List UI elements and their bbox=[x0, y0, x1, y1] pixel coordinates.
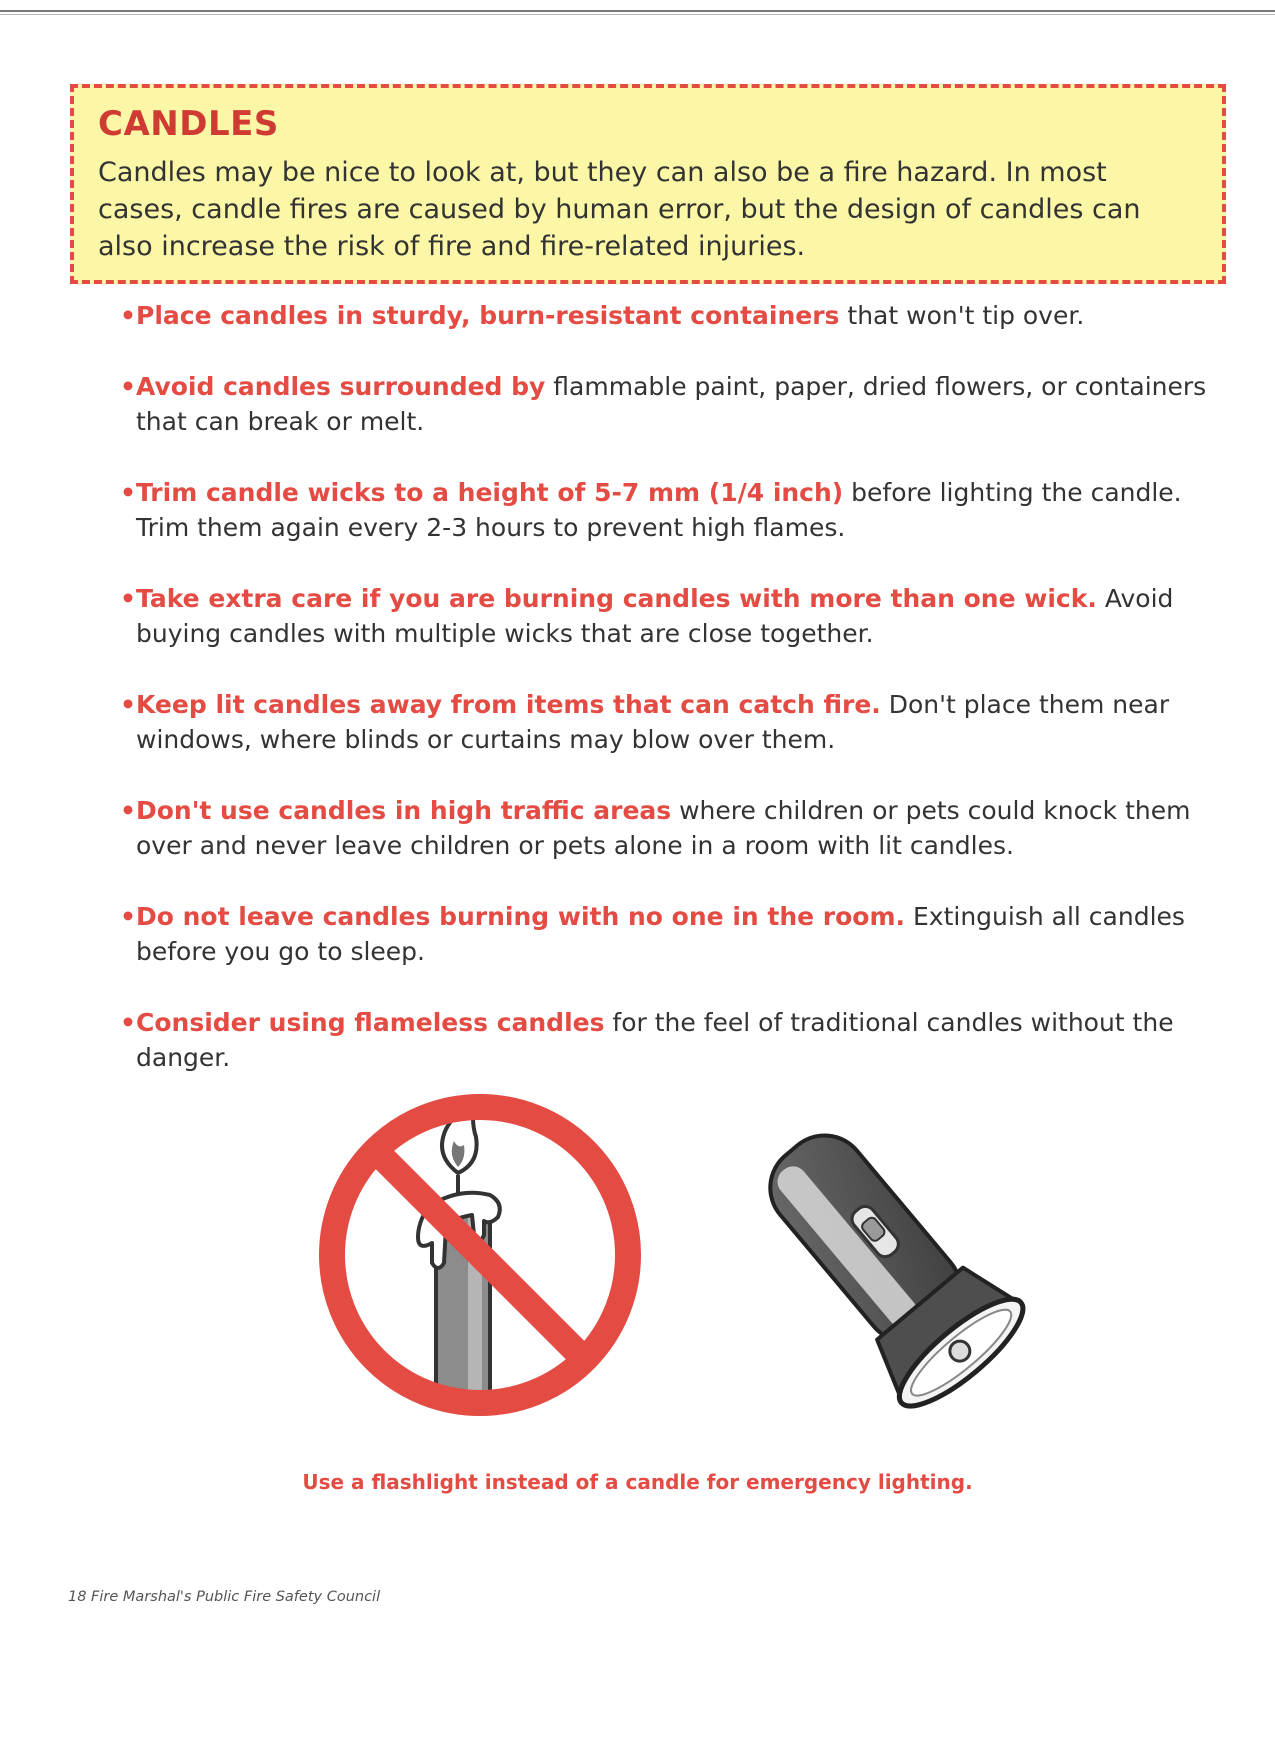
tip-item bbox=[120, 1005, 1230, 1075]
bullet-icon: • bbox=[120, 478, 136, 507]
bullet-icon: • bbox=[120, 301, 136, 330]
tip-lead: Trim candle wicks to a height of 5-7 mm (1/4 inch) bbox=[136, 478, 844, 507]
tip-text: where children or pets could knock them over and never leave children or pets alone in a room with lit candles. bbox=[136, 796, 1191, 860]
tip-lead: Take extra care if you are burning candles with more than one wick. bbox=[136, 584, 1097, 613]
tip-item bbox=[120, 899, 1230, 969]
callout-body: Candles may be nice to look at, but they can also be a fire hazard. In most cases, candle fires are caused by human error, but the design of candles can also increase the risk of fire and fire-related injuries. bbox=[98, 157, 1141, 262]
tip-item bbox=[120, 369, 1230, 439]
illustration-caption: Use a flashlight instead of a candle for emergency lighting. bbox=[302, 1470, 973, 1494]
bullet-icon: • bbox=[120, 372, 136, 401]
tip-lead: Keep lit candles away from items that can catch fire. bbox=[136, 690, 881, 719]
top-rule-secondary bbox=[0, 14, 1275, 15]
tip-lead: Don't use candles in high traffic areas bbox=[136, 796, 672, 825]
tip-item bbox=[120, 581, 1230, 651]
top-rule bbox=[0, 10, 1275, 12]
tip-lead: Consider using flameless candles bbox=[136, 1008, 605, 1037]
tip-text: Extinguish all candles before you go to sleep. bbox=[136, 902, 1185, 966]
tip-lead: Do not leave candles burning with no one in the room. bbox=[136, 902, 906, 931]
flashlight-icon bbox=[715, 1090, 1035, 1410]
tip-text: Don't place them near windows, where blinds or curtains may blow over them. bbox=[136, 690, 1170, 754]
tip-text: for the feel of traditional candles without the danger. bbox=[136, 1008, 1174, 1072]
tip-item bbox=[120, 475, 1230, 545]
bullet-icon: • bbox=[120, 690, 136, 719]
candles-callout bbox=[70, 84, 1226, 284]
tip-text: Avoid buying candles with multiple wicks that are close together. bbox=[136, 584, 1174, 648]
bullet-icon: • bbox=[120, 584, 136, 613]
tip-lead: Avoid candles surrounded by bbox=[136, 372, 546, 401]
bullet-icon: • bbox=[120, 796, 136, 825]
tip-item bbox=[120, 687, 1230, 757]
page-title: CANDLES bbox=[98, 104, 279, 144]
no-candle-icon bbox=[300, 1075, 660, 1435]
page-footer: 18 Fire Marshal's Public Fire Safety Council bbox=[68, 1589, 381, 1605]
tip-item bbox=[120, 298, 1230, 333]
bullet-icon: • bbox=[120, 1008, 136, 1037]
tip-text: flammable paint, paper, dried flowers, or containers that can break or melt. bbox=[136, 372, 1207, 436]
tip-text: before lighting the candle. Trim them again every 2-3 hours to prevent high flames. bbox=[136, 478, 1182, 542]
tip-item bbox=[120, 793, 1230, 863]
tip-text: that won't tip over. bbox=[839, 301, 1085, 330]
bullet-icon: • bbox=[120, 902, 136, 931]
tip-lead: Place candles in sturdy, burn-resistant containers bbox=[136, 301, 840, 330]
tips-list bbox=[120, 298, 1230, 1111]
